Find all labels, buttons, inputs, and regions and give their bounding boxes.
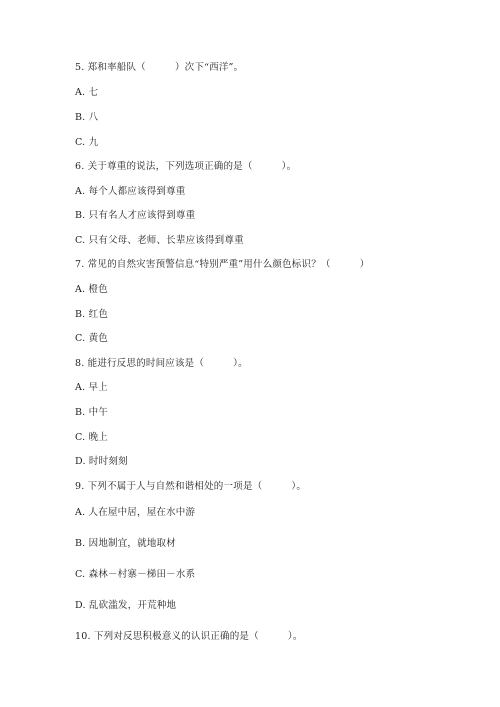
question-9-option-d: D. 乱砍滥发，开荒种地: [75, 600, 177, 611]
question-5-stem: 5. 郑和率船队（ ）次下“西洋”。: [75, 62, 244, 73]
question-7-option-c: C. 黄色: [75, 333, 108, 344]
question-9-option-c: C. 森林－村寨－梯田－水系: [75, 569, 196, 580]
question-8-option-d: D. 时时刻刻: [75, 456, 128, 467]
question-6-option-a: A. 每个人都应该得到尊重: [75, 186, 186, 197]
question-6-option-c: C. 只有父母、老师、长辈应该得到尊重: [75, 235, 244, 246]
question-9-option-b: B. 因地制宜，就地取材: [75, 538, 176, 549]
question-6-stem: 6. 关于尊重的说法，下列选项正确的是（ ）。: [75, 161, 297, 172]
question-5-option-c: C. 九: [75, 137, 99, 148]
question-8-option-a: A. 早上: [75, 382, 108, 393]
question-8-option-b: B. 中午: [75, 407, 109, 418]
question-8-stem: 8. 能进行反思的时间应该是（ ）。: [75, 358, 248, 369]
question-5-option-a: A. 七: [75, 87, 99, 98]
question-7-stem: 7. 常见的自然灾害预警信息“特别严重”用什么颜色标识？（ ）: [75, 259, 370, 270]
question-9-option-a: A. 人在屋中居，屋在水中游: [75, 507, 196, 518]
question-7-option-a: A. 橙色: [75, 284, 108, 295]
question-7-option-b: B. 红色: [75, 309, 109, 320]
question-5-option-b: B. 八: [75, 112, 99, 123]
question-10-stem: 10. 下列对反思积极意义的认识正确的是（ ）。: [75, 631, 303, 642]
question-6-option-b: B. 只有名人才应该得到尊重: [75, 210, 196, 221]
question-8-option-c: C. 晚上: [75, 432, 108, 443]
question-9-stem: 9. 下列不属于人与自然和谐相处的一项是（ ）。: [75, 481, 307, 492]
